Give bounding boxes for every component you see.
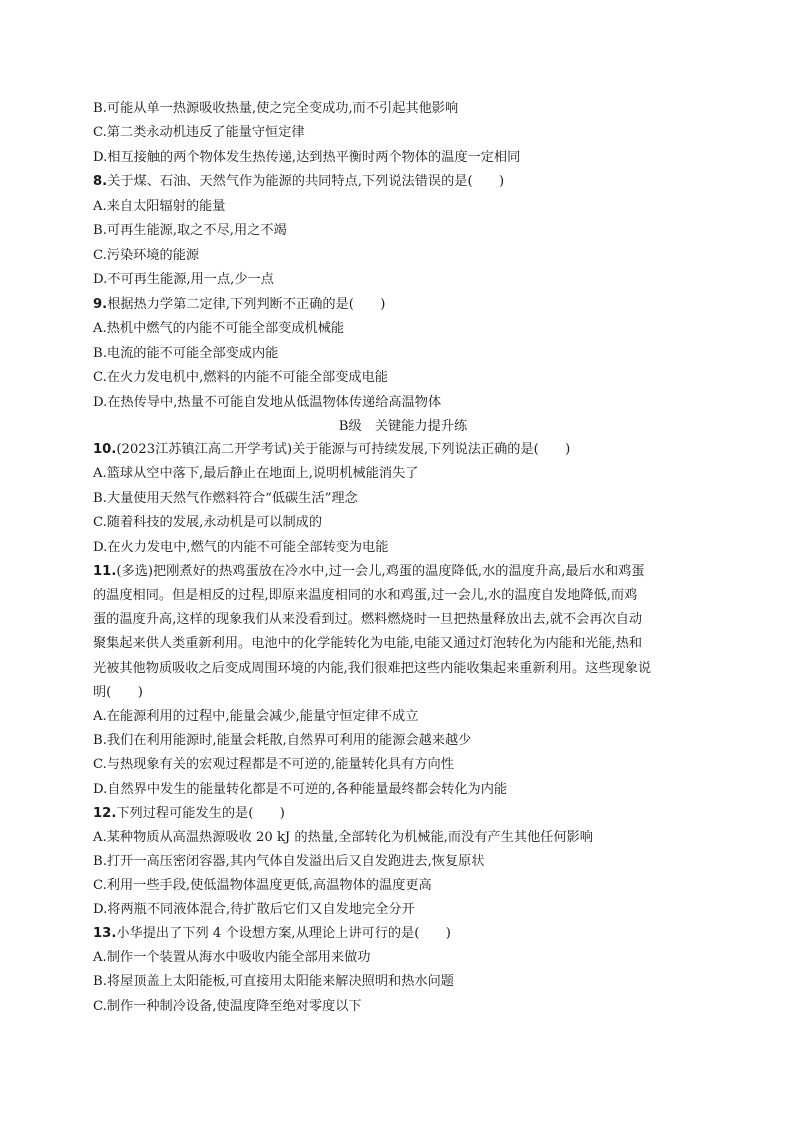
q13-stem-number: 13. — [93, 926, 117, 941]
q8-option-b-text: B.可再生能源,取之不尽,用之不竭 — [93, 223, 287, 238]
q13-option-a-text: A.制作一个装置从海水中吸收内能全部用来做功 — [93, 950, 371, 965]
q11-option-a-text: A.在能源利用的过程中,能量会减少,能量守恒定律不成立 — [93, 709, 419, 724]
q7-option-c-text: C.第二类永动机违反了能量守恒定律 — [93, 125, 305, 140]
q12-stem — [93, 805, 713, 823]
q13-option-c — [93, 998, 713, 1016]
q13-option-a — [93, 949, 713, 967]
q12-option-b-text: B.打开一高压密闭容器,其内气体自发溢出后又自发跑进去,恢复原状 — [93, 854, 485, 869]
q7-option-d-text: D.相互接触的两个物体发生热传递,达到热平衡时两个物体的温度一定相同 — [93, 150, 521, 165]
q10-stem-text: (2023江苏镇江高二开学考试)关于能源与可持续发展,下列说法正确的是( ) — [116, 442, 571, 457]
q13-option-b — [93, 973, 713, 991]
q13-stem — [93, 925, 713, 943]
q13-stem-text: 小华提出了下列 4 个设想方案,从理论上讲可行的是( ) — [116, 926, 451, 941]
q8-option-a-text: A.来自太阳辐射的能量 — [93, 199, 226, 214]
q8-stem-number: 8. — [93, 174, 108, 189]
q11-stem-line1-text: (多选)把刚煮好的热鸡蛋放在冷水中,过一会儿,鸡蛋的温度降低,水的温度升高,最后水和鸡蛋 — [116, 564, 645, 579]
q12-option-c — [93, 877, 713, 895]
q11-stem-line4-text: 聚集起来供人类重新利用。电池中的化学能转化为电能,电能又通过灯泡转化为内能和光能,热和 — [93, 636, 643, 651]
q8-stem-text: 关于煤、石油、天然气作为能源的共同特点,下列说法错误的是( ) — [107, 174, 505, 189]
q8-option-d-text: D.不可再生能源,用一点,少一点 — [93, 272, 274, 287]
q11-option-d — [93, 781, 713, 799]
q11-option-b-text: B.我们在利用能源时,能量会耗散,自然界可利用的能源会越来越少 — [93, 733, 472, 748]
q11-stem-line5-text: 光被其他物质吸收之后变成周围环境的内能,我们很难把这些内能收集起来重新利用。这些现象说 — [93, 661, 652, 676]
q8-option-b — [93, 222, 713, 240]
q7-option-c — [93, 124, 713, 142]
q12-option-a — [93, 829, 713, 847]
q11-stem-line4 — [93, 635, 713, 653]
q11-option-a — [93, 708, 713, 726]
q11-option-c-text: C.与热现象有关的宏观过程都是不可逆的,能量转化具有方向性 — [93, 757, 454, 772]
q10-option-b — [93, 490, 713, 508]
q11-stem-line6 — [93, 684, 713, 702]
q10-option-d — [93, 539, 713, 557]
q11-stem-line2-text: 的温度相同。但是相反的过程,即原来温度相同的水和鸡蛋,过一会儿,水的温度自发地降低,而鸡 — [93, 588, 638, 603]
q11-stem-line2 — [93, 587, 713, 605]
q13-option-b-text: B.将屋顶盖上太阳能板,可直接用太阳能来解决照明和热水问题 — [93, 974, 454, 989]
q11-stem-line1 — [93, 563, 713, 581]
section-heading-text: B级 关键能力提升练 — [338, 419, 468, 434]
q11-stem-line3-text: 蛋的温度升高,这样的现象我们从来没看到过。燃料燃烧时一旦把热量释放出去,就不会再次自动 — [93, 612, 643, 627]
q12-option-a-text: A.某种物质从高温热源吸收 20 kJ 的热量,全部转化为机械能,而没有产生其他任何影响 — [93, 830, 593, 845]
q10-stem — [93, 441, 713, 459]
q8-option-d — [93, 271, 713, 289]
q11-stem-line1-number: 11. — [93, 564, 117, 579]
q7-option-b — [93, 100, 713, 118]
q11-option-b — [93, 732, 713, 750]
q11-stem-line5 — [93, 660, 713, 678]
q12-option-d — [93, 901, 713, 919]
q11-option-d-text: D.自然界中发生的能量转化都是不可逆的,各种能量最终都会转化为内能 — [93, 782, 508, 797]
q8-stem — [93, 173, 713, 191]
q12-option-d-text: D.将两瓶不同液体混合,待扩散后它们又自发地完全分开 — [93, 902, 415, 917]
q11-stem-line3 — [93, 611, 713, 629]
q13-option-c-text: C.制作一种制冷设备,使温度降至绝对零度以下 — [93, 999, 362, 1014]
q10-option-c — [93, 514, 713, 532]
q10-option-b-text: B.大量使用天然气作燃料符合“低碳生活”理念 — [93, 491, 358, 506]
q7-option-b-text: B.可能从单一热源吸收热量,使之完全变成功,而不引起其他影响 — [93, 101, 459, 116]
q10-option-c-text: C.随着科技的发展,永动机是可以制成的 — [93, 515, 323, 530]
q9-option-c — [93, 369, 713, 387]
q9-option-b — [93, 345, 713, 363]
q12-stem-text: 下列过程可能发生的是( ) — [116, 806, 285, 821]
q10-option-a — [93, 465, 713, 483]
q12-option-c-text: C.利用一些手段,使低温物体温度更低,高温物体的温度更高 — [93, 878, 432, 893]
q9-stem-number: 9. — [93, 297, 108, 312]
q7-option-d — [93, 149, 713, 167]
q10-stem-number: 10. — [93, 442, 117, 457]
q12-stem-number: 12. — [93, 806, 117, 821]
q9-stem — [93, 296, 713, 314]
q8-option-c — [93, 247, 713, 265]
q11-option-c — [93, 756, 713, 774]
q8-option-c-text: C.污染环境的能源 — [93, 248, 200, 263]
q8-option-a — [93, 198, 713, 216]
q9-option-a — [93, 320, 713, 338]
q9-option-c-text: C.在火力发电机中,燃料的内能不可能全部变成电能 — [93, 370, 388, 385]
q9-option-a-text: A.热机中燃气的内能不可能全部变成机械能 — [93, 321, 345, 336]
q11-stem-line6-text: 明( ) — [93, 685, 143, 700]
q9-option-d-text: D.在热传导中,热量不可能自发地从低温物体传递给高温物体 — [93, 395, 442, 410]
q9-option-d — [93, 394, 713, 412]
q10-option-d-text: D.在火力发电中,燃气的内能不可能全部转变为电能 — [93, 540, 389, 555]
q9-stem-text: 根据热力学第二定律,下列判断不正确的是( ) — [107, 297, 386, 312]
section-heading — [93, 418, 713, 436]
q9-option-b-text: B.电流的能不可能全部变成内能 — [93, 346, 279, 361]
q12-option-b — [93, 853, 713, 871]
q10-option-a-text: A.篮球从空中落下,最后静止在地面上,说明机械能消失了 — [93, 466, 419, 481]
